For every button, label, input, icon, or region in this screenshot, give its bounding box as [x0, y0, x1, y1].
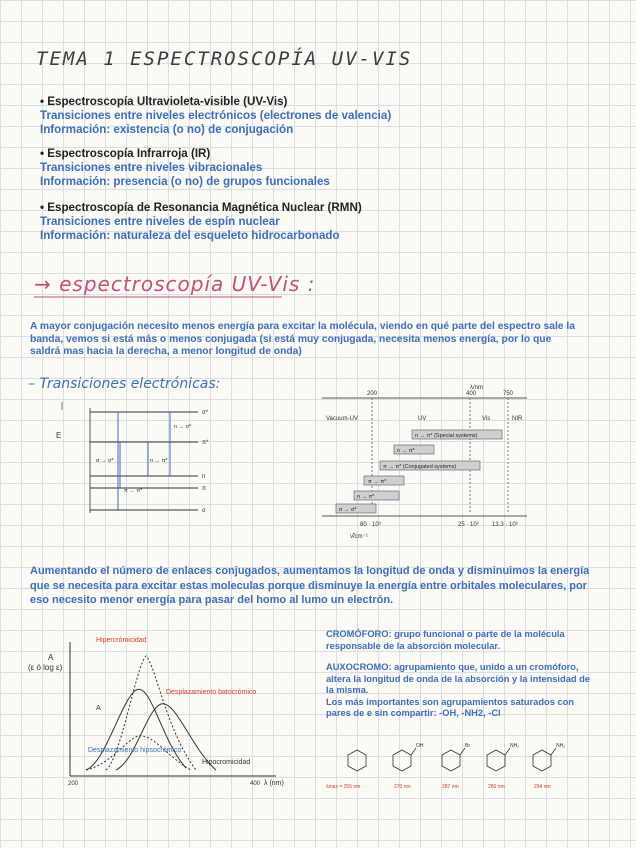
- molecule-label: 294 nm: [534, 784, 551, 790]
- bottom-tick: 80 · 10³: [360, 522, 381, 528]
- conjugation-paragraph: Aumentando el número de enlaces conjugados, aumentamos la longitud de onda y disminuimos la energía que se necesita para excitar estas moleculas porque disminuye la energía entre orbitales moleculares, por eso necesito menor energía para pasar del homo al lumo un electrón.: [30, 565, 590, 606]
- arrow-label: σ → σ*: [96, 458, 114, 464]
- region-label: Vis: [482, 416, 491, 422]
- section-head: • Espectroscopía de Resonancia Magnética Nuclear (RMN): [40, 201, 362, 214]
- page-title: TEMA 1 ESPECTROSCOPÍA UV-VIS: [36, 48, 413, 70]
- molecule-phenol: [393, 743, 424, 790]
- level-label: n: [202, 474, 206, 480]
- molecule-label: λmax = 255 nm: [326, 784, 361, 790]
- level-label: σ*: [202, 410, 209, 416]
- x-label: λ (nm): [264, 780, 284, 787]
- curve-original: [86, 689, 186, 770]
- arrow-label: n → π*: [150, 458, 168, 464]
- energy-axis-label: E: [56, 431, 62, 440]
- molecule-aniline: [487, 743, 519, 790]
- section-ir: [40, 147, 330, 189]
- top-unit: λ/nm: [470, 385, 484, 391]
- curve-label: A: [96, 705, 101, 712]
- band-label: π → π* (Conjugated systems): [383, 464, 457, 470]
- hyperchromic-label: Hipercrómicidad: [96, 637, 147, 644]
- top-tick: 750: [503, 391, 514, 397]
- substituent-label: NH₂: [510, 743, 520, 749]
- y-label: A: [48, 653, 54, 662]
- y-label-2: (ε ó log ε): [28, 663, 63, 672]
- bottom-unit: ν̃/cm⁻¹: [350, 534, 368, 540]
- energy-diagram: [50, 398, 225, 518]
- arrow-label: π → π*: [124, 488, 143, 494]
- molecule-label: 280 nm: [488, 784, 505, 790]
- molecule-label: 270 nm: [394, 784, 411, 790]
- molecule-benzene: [326, 750, 366, 790]
- uv-vis-heading: → espectroscopía UV-Vis :: [34, 272, 316, 296]
- top-tick: 200: [367, 391, 378, 397]
- level-label: σ: [202, 508, 206, 514]
- curve-shifted: [116, 704, 216, 770]
- molecule-row: [326, 738, 626, 794]
- substituent-label: OH: [416, 743, 424, 749]
- molecule-label: 287 nm: [442, 784, 459, 790]
- section-rmn: [40, 201, 362, 243]
- section-line: Transiciones entre niveles electrónicos (electrones de valencia): [40, 109, 392, 122]
- chromophore-block: [326, 629, 596, 720]
- band-label: n → π* (Special systems): [415, 433, 478, 439]
- transitions-heading: – Transiciones electrónicas:: [28, 376, 221, 392]
- hypsochromic-label: Desplazamiento hipsocrómico: [88, 747, 182, 754]
- region-label: UV: [418, 416, 427, 422]
- section-head: • Espectroscopía Infrarroja (IR): [40, 147, 211, 160]
- section-head: • Espectroscopía Ultravioleta-visible (UV-Vis): [40, 95, 288, 108]
- hypochromic-label: Hipocromicidad: [202, 759, 251, 766]
- substituent-label: NH₂: [556, 743, 566, 749]
- top-tick: 400: [466, 391, 477, 397]
- level-label: π: [202, 486, 207, 492]
- arrow-label: n → σ*: [174, 424, 192, 430]
- section-line: Información: naturaleza del esqueleto hidrocarbonado: [40, 229, 340, 242]
- cromoforo-text: CROMÓFORO: grupo funcional o parte de la molécula responsable de la absorción molecular.: [326, 629, 565, 651]
- absorbance-plot: [26, 630, 296, 790]
- bathochromic-label: Desplazamiento batocrómico: [166, 689, 257, 696]
- band-label: σ → σ*: [339, 507, 357, 513]
- substituent-label: Br: [465, 743, 470, 749]
- band-label: π → π*: [368, 479, 387, 485]
- region-label: NIR: [512, 416, 523, 422]
- section-uv-vis: [40, 95, 391, 137]
- heading-underline: [34, 295, 284, 299]
- auxocromo-text: AUXOCROMO: agrupamiento que, unido a un cromóforo, altera la longitud de onda de la absorción y la intensidad de la misma.: [326, 662, 590, 695]
- bottom-tick: 25 · 10³: [458, 522, 479, 528]
- auxocromo-text-2: Los más importantes son agrupamientos saturados con pares de e sin compartir: -OH, -NH2, -Cl: [326, 696, 574, 718]
- spectrum-diagram: [322, 380, 532, 540]
- molecule-aniline-2: [533, 743, 565, 790]
- section-line: Transiciones entre niveles vibracionales: [40, 161, 263, 174]
- intro-paragraph: A mayor conjugación necesito menos energía para excitar la molécula, viendo en qué parte del espectro sale la banda, vemos si está más o menos conjugada (si está muy conjugada, necesita menos energía, por lo que saldrá mas hacia la derecha, a menor longitud de onda): [30, 321, 575, 357]
- band-label: n → σ*: [357, 494, 375, 500]
- band-bars: [336, 430, 502, 513]
- section-line: Información: presencia (o no) de grupos funcionales: [40, 175, 330, 188]
- bottom-tick: 13.3 · 10³: [492, 522, 518, 528]
- x-tick: 400: [250, 781, 261, 787]
- section-line: Información: existencia (o no) de conjugación: [40, 123, 294, 136]
- band-label: n → π*: [397, 448, 415, 454]
- section-line: Transiciones entre niveles de espín nuclear: [40, 215, 280, 228]
- molecule-bromobenzene: [442, 743, 470, 790]
- region-label: Vacuum-UV: [326, 416, 358, 422]
- x-tick: 200: [68, 781, 79, 787]
- level-label: π*: [202, 440, 209, 446]
